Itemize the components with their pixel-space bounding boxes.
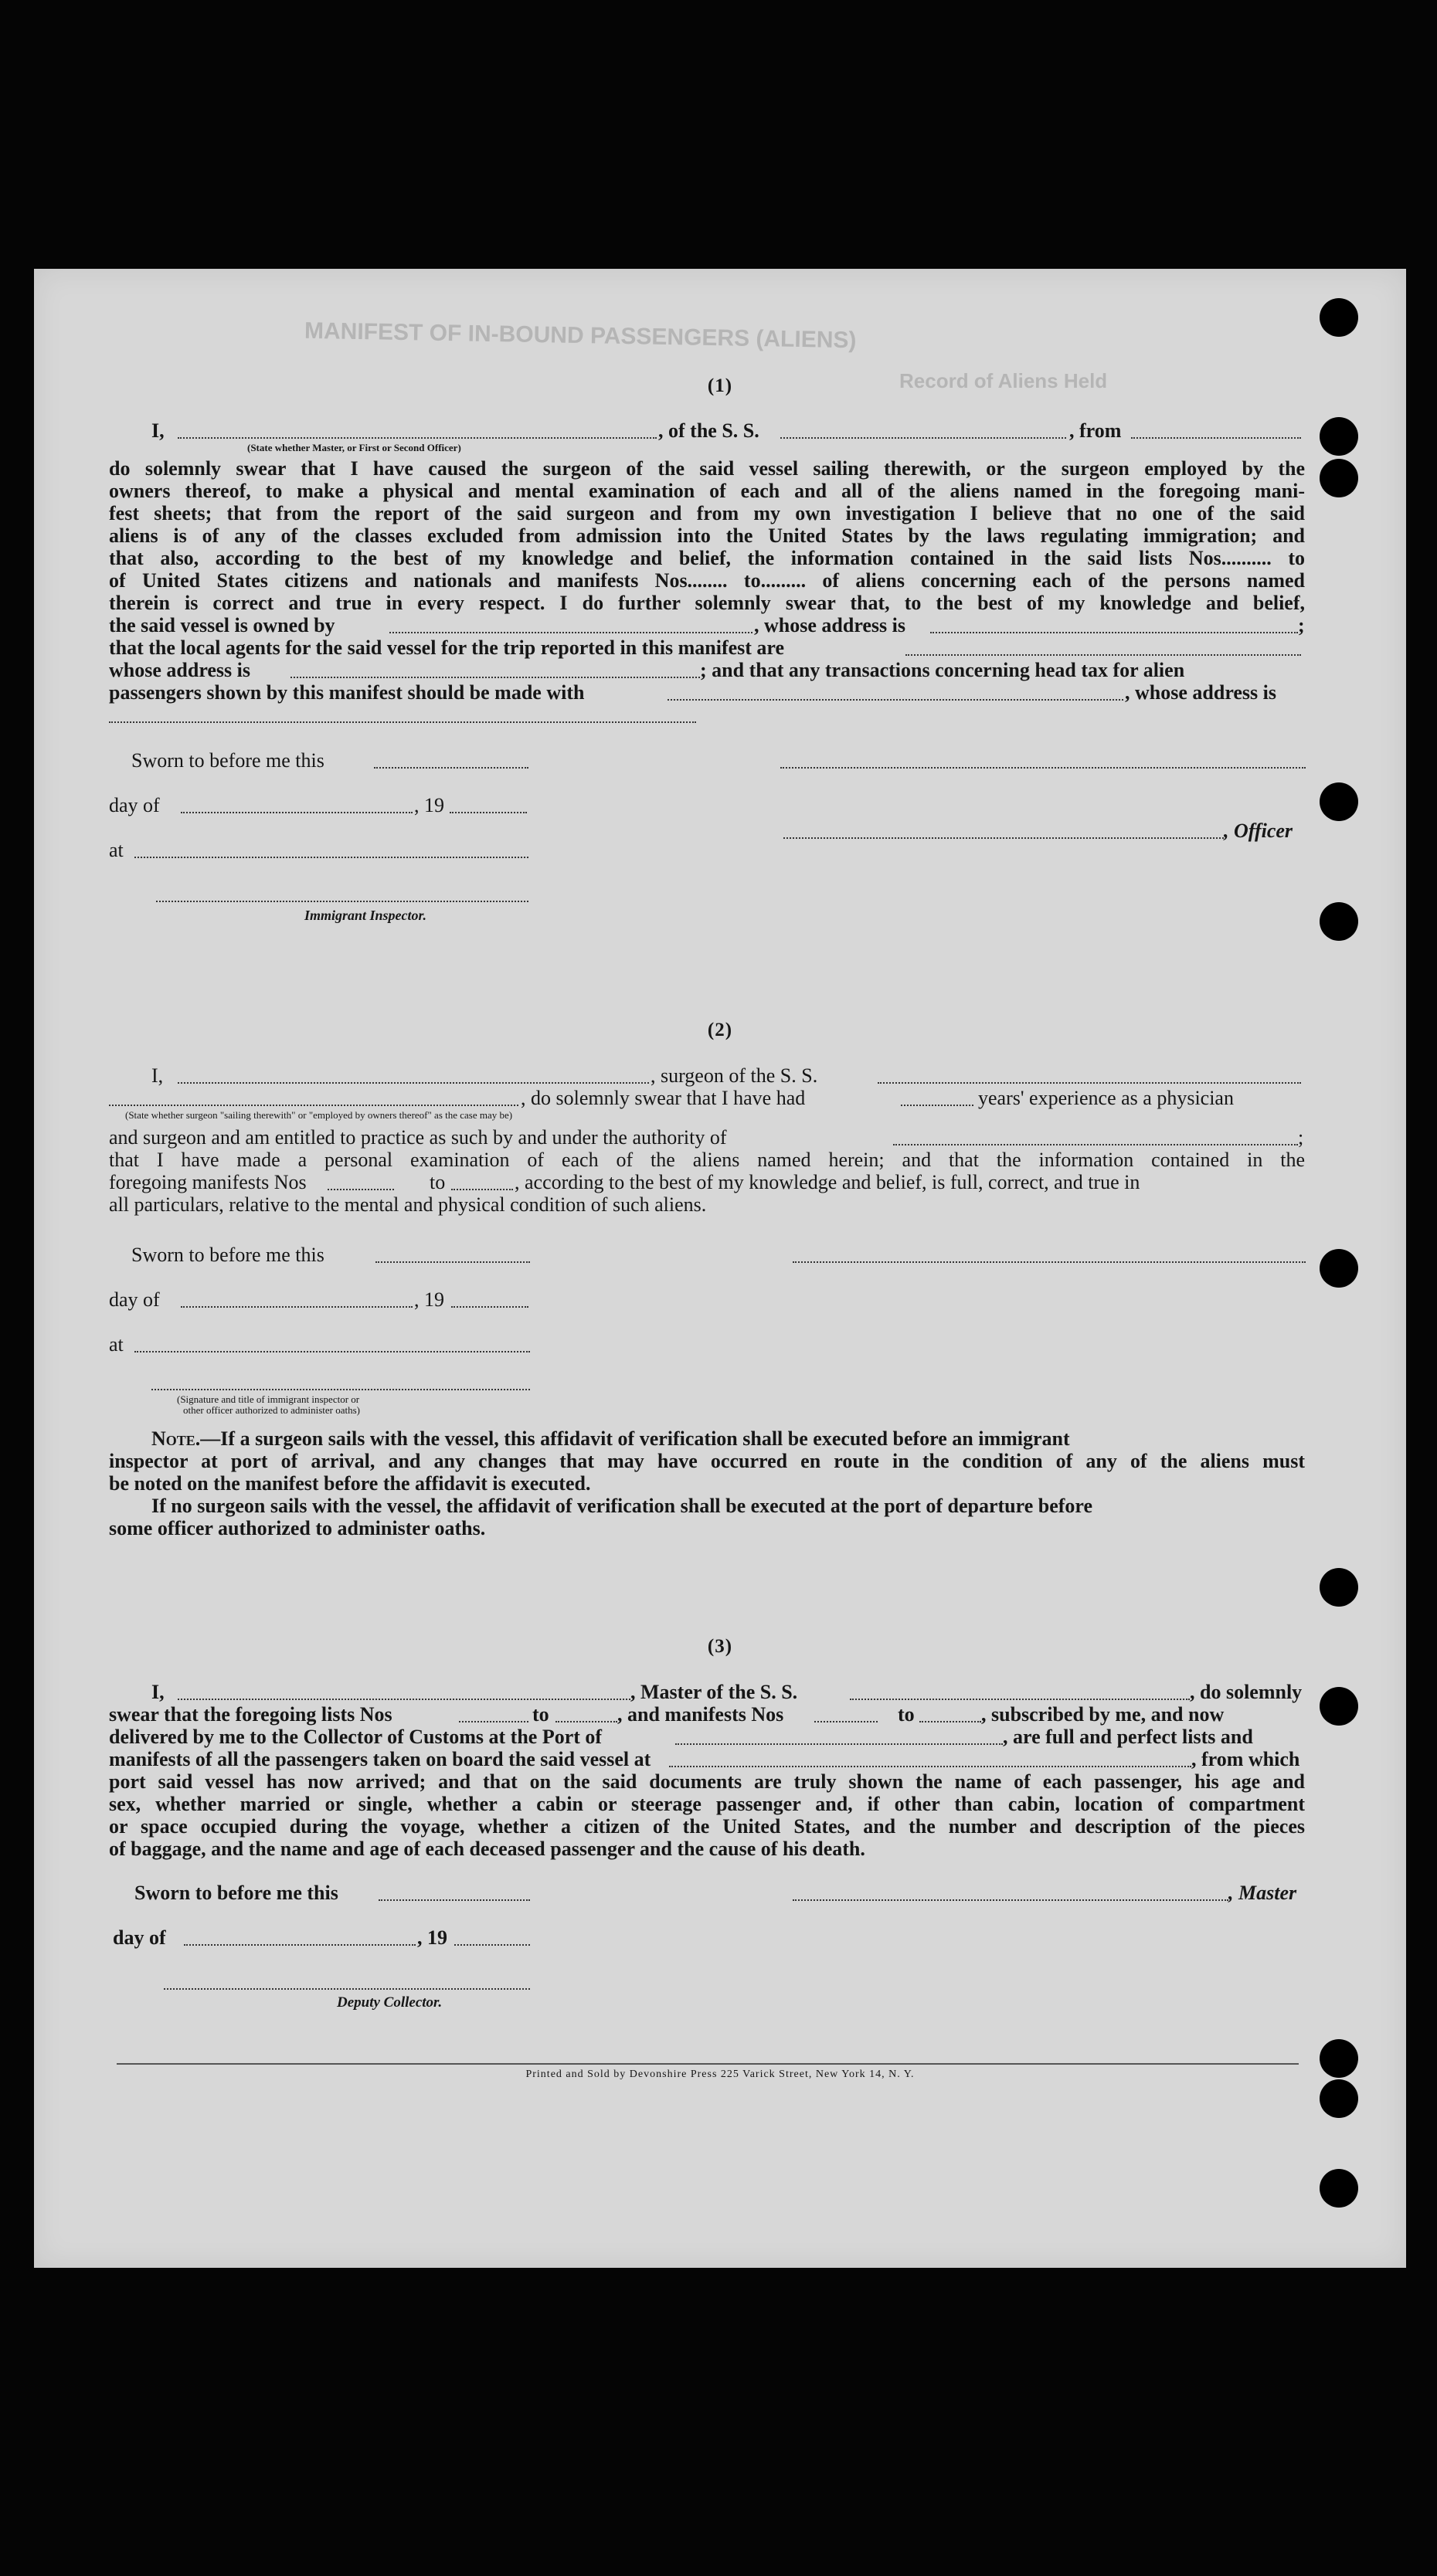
s1-head-tax: ; and that any transactions concerning head tax for alien (700, 659, 1185, 681)
punch-hole (1320, 298, 1358, 337)
s2-note-line: be noted on the manifest before the affidavit is executed. (109, 1472, 591, 1495)
s2-sworn-blank (375, 1261, 530, 1263)
s3-collector-blank (164, 1988, 530, 1990)
punch-hole (1320, 902, 1358, 941)
s3-master-sig-blank (793, 1899, 1228, 1901)
bleed-through-subtitle: Record of Aliens Held (899, 369, 1108, 392)
s1-para-line: owners thereof, to make a physical and mental examination of each and all of the aliens named in the foregoing mani- (109, 480, 1305, 502)
s2-year: , 19 (414, 1288, 444, 1311)
s3-to-1: to (532, 1703, 549, 1726)
s2-note-line: —If a surgeon sails with the vessel, this affidavit of verification shall be executed before an immigrant (200, 1427, 1070, 1450)
s2-signature-blank (793, 1261, 1306, 1263)
s3-man-to-blank (919, 1721, 981, 1722)
s1-para-line: do solemnly swear that I have caused the surgeon of the said vessel sailing therewith, or the surgeon employed by the (109, 457, 1305, 480)
s3-para-line: sex, whether married or single, whether a cabin or steerage passenger and, if other than cabin, location of compartment (109, 1793, 1305, 1815)
punch-hole (1320, 782, 1358, 821)
s3-lists-from-blank (459, 1721, 528, 1722)
s3-manifests: , and manifests Nos (617, 1703, 784, 1726)
s1-inspector-blank (156, 901, 528, 902)
s2-day-blank (181, 1306, 413, 1308)
s3-subscribed: , subscribed by me, and now (981, 1703, 1225, 1726)
s1-owner-blank (389, 632, 752, 633)
s3-master: , Master of the S. S. (630, 1681, 798, 1703)
s2-note-lead: Note. (151, 1427, 201, 1450)
s1-vessel-blank (780, 437, 1066, 439)
s2-at: at (109, 1333, 124, 1356)
s1-i: I, (151, 419, 165, 442)
form-page: MANIFEST OF IN-BOUND PASSENGERS (ALIENS) Record of Aliens Held (1) I, , of the S. S. , from (State whether Master, or First or Second Officer) do solemnly swear that I have caused the surgeon of the said vessel sailing therewith, or the surgeon employed by the owners thereof, to make a physical and mental examination of each and all of the aliens named in the foregoing mani- fest sheets; that from the report of the said surgeon and from my own investigation I believe that no one of the said aliens is of any of the classes excluded from admission into the United States by the laws regulating immigration; and that also, according to the best of my knowledge and belief, the information contained in the said lists Nos.......... to of United States citizens and nationals and manifests Nos........ to......... of aliens concerning each of the persons named therein is correct and true in every respect. I do further solemnly swear that, to the best of my knowledge and belief, the said vessel is owned by , whose address is ; that the local agents for the said vessel for the trip reported in this manifest are whose address is ; and that any transactions concerning head tax for alien passengers shown by this manifest should be made with , whose address is Sworn to before me this day of , 19 , Officer at Immigrant Inspector. (2) I, , surgeon of the S. S. , do solemnly swear that I have had years' experience as a physician (State whether surgeon "sailing therewith" or "employed by owners thereof" as the case may be) and surgeon and am entitled to practice as such by and under the authority of ; that I have made a personal examination of each of the aliens named herein; and that the information contained in the foregoing manifests Nos to , according to the best of my knowledge and belief, is full, correct, and true in all particulars, relative to the mental and physical condition of such aliens. Sworn to before me this day of , 19 at (Signature and title of immigrant inspector or other officer authorized to administer oaths) Note.—If a surgeon sails with the vessel, this affidavit of verification shall be executed before an immigrant inspector at port of arrival, and any changes that may have occurred en route in the condition of any of the aliens must be noted on the manifest before the affidavit is executed. If no surgeon sails with the vessel, the affidavit of verification shall be executed at the port of departure before some officer authorized to administer oaths. (3) I, , Master of the S. S. , do solemnly swear that the foregoing lists Nos to , and manifests Nos to , subscribed by me, and now delivered by me to the Collector of Customs at the Port of , are full and perfect lists and manifests of all the passengers taken on board the said vessel at , from which port said vessel has now arrived; and that on the said documents are truly shown the name of each passenger, his age and sex, whether married or single, whether a cabin or steerage passenger and, if other than cabin, location of compartment or space occupied during the voyage, whether a citizen of the United States, and the number and description of the pieces of baggage, and the name and age of each deceased passenger and the cause of his death. Sworn to before me this , Master day of , 19 Deputy Collector. Printed and Sold by Devonshire Press 225 Varick Street, New York 14, N. Y. (34, 269, 1406, 2268)
s3-name-blank (178, 1699, 630, 1700)
s1-sworn-blank (374, 767, 528, 769)
s2-nos-from-blank (328, 1189, 394, 1190)
s1-state-note: (State whether Master, or First or Second Officer) (247, 442, 461, 453)
s1-agent-address-blank (290, 677, 700, 678)
punch-hole (1320, 2169, 1358, 2208)
s1-name-blank (178, 437, 657, 439)
s3-port-blank (675, 1743, 1003, 1745)
s3-para-line: of baggage, and the name and age of each deceased passenger and the cause of his death. (109, 1838, 865, 1860)
s3-to-2: to (898, 1703, 915, 1726)
punch-hole (1320, 459, 1358, 497)
s1-agents: that the local agents for the said vessel for the trip reported in this manifest are (109, 636, 785, 659)
s1-officer-label: , Officer (1224, 820, 1293, 842)
s1-owner-address-blank (930, 632, 1298, 633)
s3-sworn-blank (379, 1899, 530, 1901)
s2-note-p2: some officer authorized to administer oaths. (109, 1517, 486, 1539)
s2-state-note: (State whether surgeon "sailing therewith" or "employed by owners thereof" as the case may be) (125, 1109, 513, 1121)
s2-note-p2: If no surgeon sails with the vessel, the affidavit of verification shall be executed at the port of departure before (151, 1495, 1093, 1517)
s3-i: I, (151, 1681, 165, 1703)
section-1-number: (1) (707, 375, 733, 396)
s3-para-line: or space occupied during the voyage, whether a citizen of the United States, and the number and description of the pieces (109, 1815, 1305, 1838)
s3-day-blank (184, 1944, 416, 1946)
s3-master-label: , Master (1228, 1882, 1297, 1904)
s3-swear: swear that the foregoing lists Nos (109, 1703, 392, 1726)
s2-day-of: day of (109, 1288, 160, 1311)
s1-passengers: passengers shown by this manifest should be made with (109, 681, 585, 704)
s1-of-ss: , of the S. S. (658, 419, 759, 442)
s1-year-blank (450, 812, 527, 813)
s1-agents-blank (905, 654, 1301, 656)
s2-authority-blank (893, 1144, 1298, 1145)
s1-from: , from (1069, 419, 1122, 442)
s2-nos-to-blank (451, 1189, 513, 1190)
s2-to: to (430, 1171, 446, 1193)
s2-note (151, 1427, 1070, 1451)
s2-type-blank (109, 1105, 518, 1106)
s1-day-of: day of (109, 794, 160, 816)
s3-vessel-blank (850, 1699, 1190, 1700)
s1-para-line: of United States citizens and nationals and manifests Nos........ to......... of aliens concerning each of the persons named (109, 569, 1305, 592)
punch-hole (1320, 417, 1358, 456)
footer-rule (117, 2063, 1299, 2065)
punch-hole (1320, 2079, 1358, 2118)
s2-belief: , according to the best of my knowledge and belief, is full, correct, and true in (515, 1171, 1140, 1193)
s2-note-line: inspector at port of arrival, and any changes that may have occurred en route in the condition of any of the aliens must (109, 1450, 1305, 1472)
s3-delivered: delivered by me to the Collector of Customs at the Port of (109, 1726, 603, 1748)
punch-hole (1320, 1687, 1358, 1726)
s2-sig-note-2: other officer authorized to administer oaths) (183, 1404, 360, 1416)
s3-port-taken-blank (669, 1766, 1191, 1767)
s1-para-line: aliens is of any of the classes excluded from admission into the United States by the laws regulating immigration; and (109, 524, 1305, 547)
s3-year: , 19 (417, 1926, 447, 1949)
bleed-through-title: MANIFEST OF IN-BOUND PASSENGERS (ALIENS) (304, 317, 857, 354)
s2-exam: that I have made a personal examination of each of the aliens named herein; and that the information contained in the (109, 1149, 1305, 1171)
s1-day-blank (181, 812, 413, 813)
s1-from-blank (1131, 437, 1301, 439)
s3-perfect: , are full and perfect lists and (1003, 1726, 1253, 1748)
s1-inspector-label: Immigrant Inspector. (304, 908, 427, 923)
punch-hole (1320, 1249, 1358, 1288)
s3-manifests-of: manifests of all the passengers taken on board the said vessel at (109, 1748, 651, 1770)
s2-year-blank (451, 1306, 528, 1308)
s1-officer-blank (783, 837, 1224, 839)
s3-from-which: , from which (1191, 1748, 1300, 1770)
s1-extra-blank (109, 721, 696, 723)
punch-hole (1320, 2039, 1358, 2078)
s2-years: years' experience as a physician (978, 1087, 1234, 1109)
s3-para-line: port said vessel has now arrived; and that on the said documents are truly shown the name of each passenger, his age and (109, 1770, 1305, 1793)
s2-surgeon: , surgeon of the S. S. (651, 1064, 818, 1087)
s2-particulars: all particulars, relative to the mental and physical condition of such aliens. (109, 1193, 707, 1216)
punch-hole (1320, 1568, 1358, 1607)
s1-year: , 19 (414, 794, 444, 816)
printer-imprint: Printed and Sold by Devonshire Press 225 Varick Street, New York 14, N. Y. (525, 2069, 915, 2080)
s1-para-line: fest sheets; that from the report of the said surgeon and from my own investigation I believe that no one of the said (109, 502, 1305, 524)
s3-day-of: day of (113, 1926, 166, 1949)
s1-at: at (109, 839, 124, 861)
s2-foregoing: foregoing manifests Nos (109, 1171, 307, 1193)
s1-sworn: Sworn to before me this (131, 749, 324, 772)
s2-authority: and surgeon and am entitled to practice as such by and under the authority of (109, 1126, 727, 1149)
s1-at-blank (134, 857, 528, 858)
s2-sworn: Sworn to before me this (131, 1244, 324, 1266)
s2-sig-note-1: (Signature and title of immigrant inspector or (177, 1393, 360, 1405)
s1-owner-address-label: , whose address is (754, 614, 906, 636)
s2-vessel-blank (878, 1082, 1301, 1084)
s1-passengers-address: , whose address is (1125, 681, 1277, 704)
s3-man-from-blank (814, 1721, 878, 1722)
section-2-number: (2) (707, 1020, 733, 1040)
s3-year-blank (454, 1944, 530, 1946)
s1-signature-blank (780, 767, 1306, 769)
s2-name-blank (178, 1082, 649, 1084)
section-3-number: (3) (707, 1636, 733, 1657)
s2-i: I, (151, 1064, 164, 1087)
s1-para-line: therein is correct and true in every respect. I do further solemnly swear that, to the best of my knowledge and belief, (109, 592, 1305, 614)
s1-head-tax-blank (668, 699, 1123, 701)
s3-lists-to-blank (555, 1721, 617, 1722)
s2-at-blank (134, 1351, 530, 1352)
s2-years-blank (901, 1105, 973, 1106)
s1-whose-address: whose address is (109, 659, 251, 681)
s2-inspector-blank (151, 1389, 530, 1390)
s3-solemnly: , do solemnly (1190, 1681, 1303, 1703)
s1-para-line: that also, according to the best of my knowledge and belief, the information contained in the said lists Nos.......... to (109, 547, 1305, 569)
s3-deputy-label: Deputy Collector. (337, 1994, 443, 2011)
s1-owned-by: the said vessel is owned by (109, 614, 335, 636)
s3-sworn: Sworn to before me this (134, 1882, 338, 1904)
s2-swear: , do solemnly swear that I have had (521, 1087, 806, 1109)
